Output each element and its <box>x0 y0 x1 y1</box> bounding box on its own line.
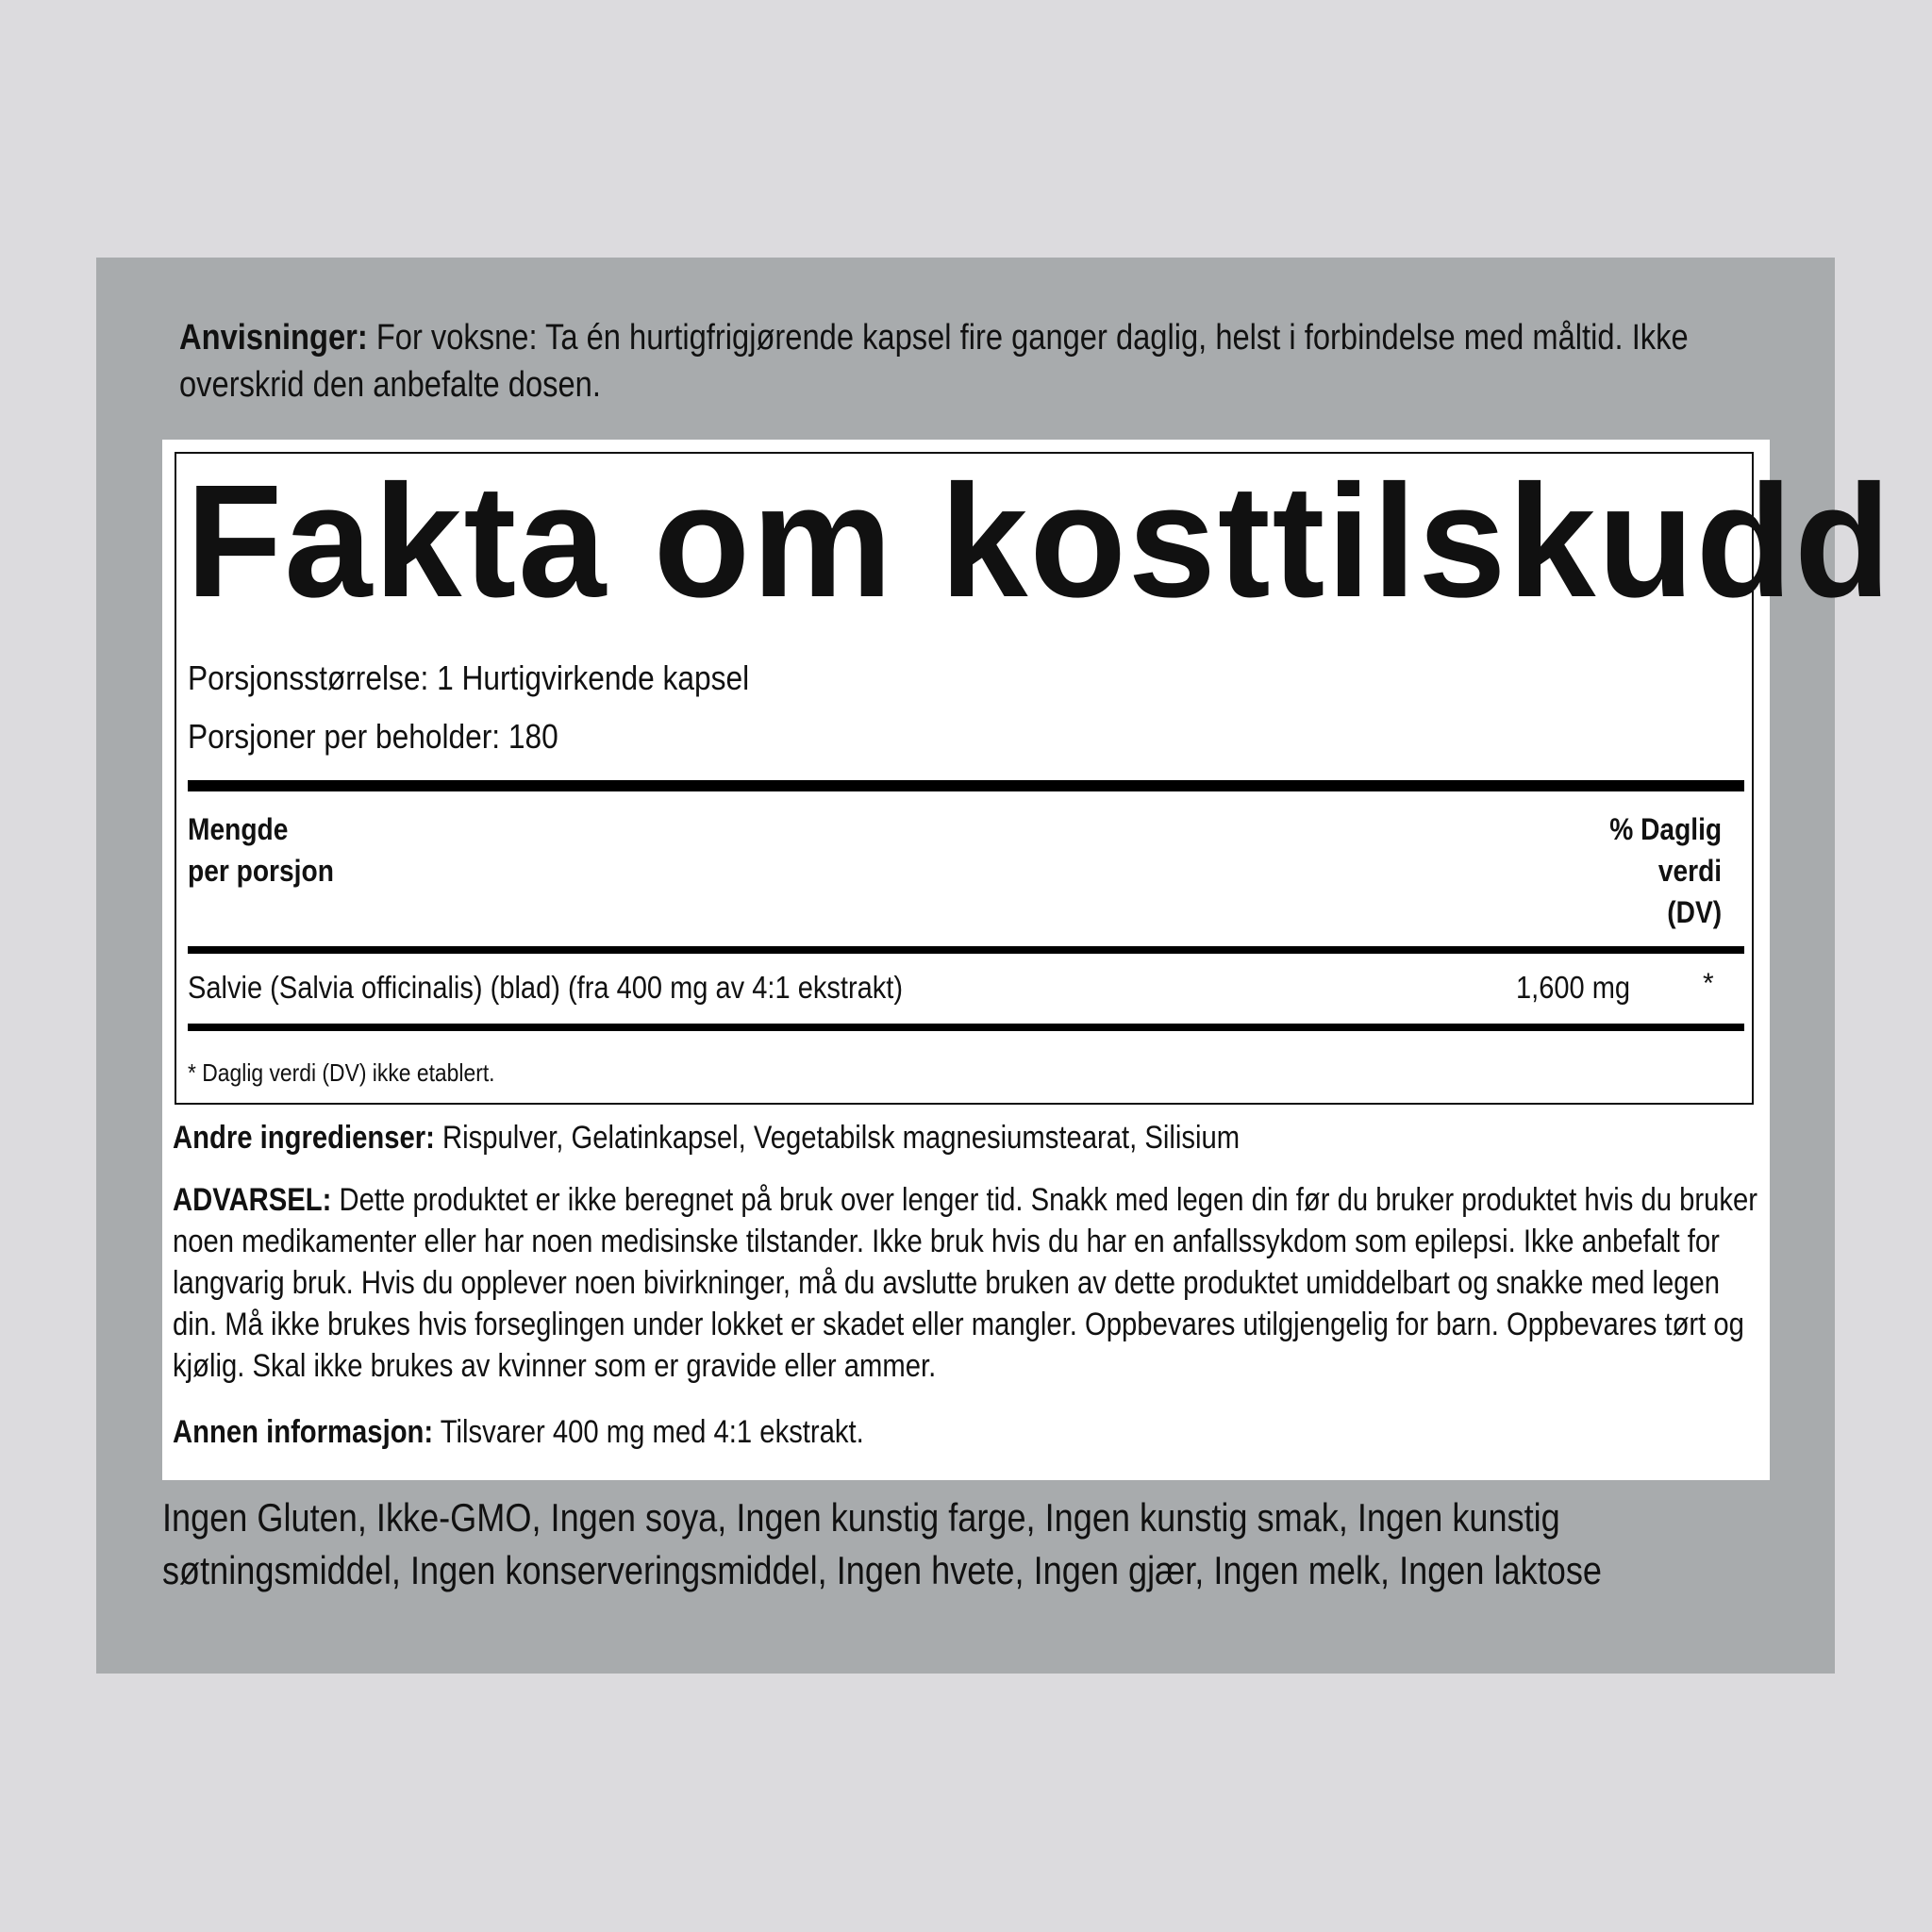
nutrient-name: Salvie (Salvia officinalis) (blad) (fra 400 mg av 4:1 ekstrakt) <box>188 970 904 1005</box>
medium-divider <box>188 946 1744 954</box>
directions-text <box>179 314 1770 408</box>
amount-header-line2: per porsjon <box>188 854 334 888</box>
other-ingredients <box>173 1117 1763 1158</box>
other-info-label: Annen informasjon: <box>173 1414 434 1450</box>
dv-header-line2: verdi <box>1657 854 1722 888</box>
supplement-facts-box <box>175 452 1893 1105</box>
serving-size: Porsjonsstørrelse: 1 Hurtigvirkende kapsel <box>188 658 750 697</box>
daily-value-header <box>1609 808 1722 933</box>
amount-per-serving-header <box>188 808 334 891</box>
warning-label: ADVARSEL: <box>173 1182 332 1218</box>
other-ingredients-text: Rispulver, Gelatinkapsel, Vegetabilsk magnesiumstearat, Silisium <box>434 1120 1241 1156</box>
directions-label: Anvisninger: <box>179 318 368 358</box>
dv-header-line3: (DV) <box>1667 895 1722 929</box>
dv-header-line1: % Daglig <box>1609 812 1722 846</box>
other-ingredients-label: Andre ingredienser: <box>173 1120 435 1156</box>
warning <box>173 1179 1763 1387</box>
bottom-divider <box>188 1024 1744 1031</box>
nutrient-daily-value: * <box>1703 968 1714 999</box>
free-from-claims: Ingen Gluten, Ikke-GMO, Ingen soya, Ingen kunstig farge, Ingen kunstig smak, Ingen kunstig søtningsmiddel, Ingen konserveringsmiddel, Ingen hvete, Ingen gjær, Ingen melk, Ingen laktose <box>162 1495 1602 1592</box>
other-info-text: Tilsvarer 400 mg med 4:1 ekstrakt. <box>433 1414 864 1450</box>
directions-body: For voksne: Ta én hurtigfrigjørende kapsel fire ganger daglig, helst i forbindelse med måltid. Ikke overskrid den anbefalte dosen. <box>179 318 1689 405</box>
thick-divider <box>188 780 1744 791</box>
servings-per-container: Porsjoner per beholder: 180 <box>188 717 558 756</box>
other-information <box>173 1411 1763 1453</box>
nutrient-amount: 1,600 mg <box>1516 970 1631 1005</box>
label-panel <box>96 258 1893 1674</box>
facts-title: Fakta om kosttilskudd <box>186 452 1893 631</box>
dv-footnote: * Daglig verdi (DV) ikke etablert. <box>188 1058 495 1087</box>
warning-text: Dette produktet er ikke beregnet på bruk over lenger tid. Snakk med legen din før du bruker produktet hvis du bruker noen medikamenter eller har noen medisinske tilstander. Ikke bruk hvis du har en anfallssykdom som epilepsi. Ikke anbefalt for langvarig bruk. Hvis du opplever noen bivirkninger, må du avslutte bruken av dette produktet umiddelbart og snakke med legen din. Må ikke brukes hvis forseglingen under lokket er skadet eller mangler. Oppbevares utilgjengelig for barn. Oppbevares tørt og kjølig. Skal ikke brukes av kvinner som er gravide eller ammer. <box>173 1182 1757 1384</box>
amount-header-line1: Mengde <box>188 812 289 846</box>
supplement-facts-card <box>162 440 1893 1480</box>
